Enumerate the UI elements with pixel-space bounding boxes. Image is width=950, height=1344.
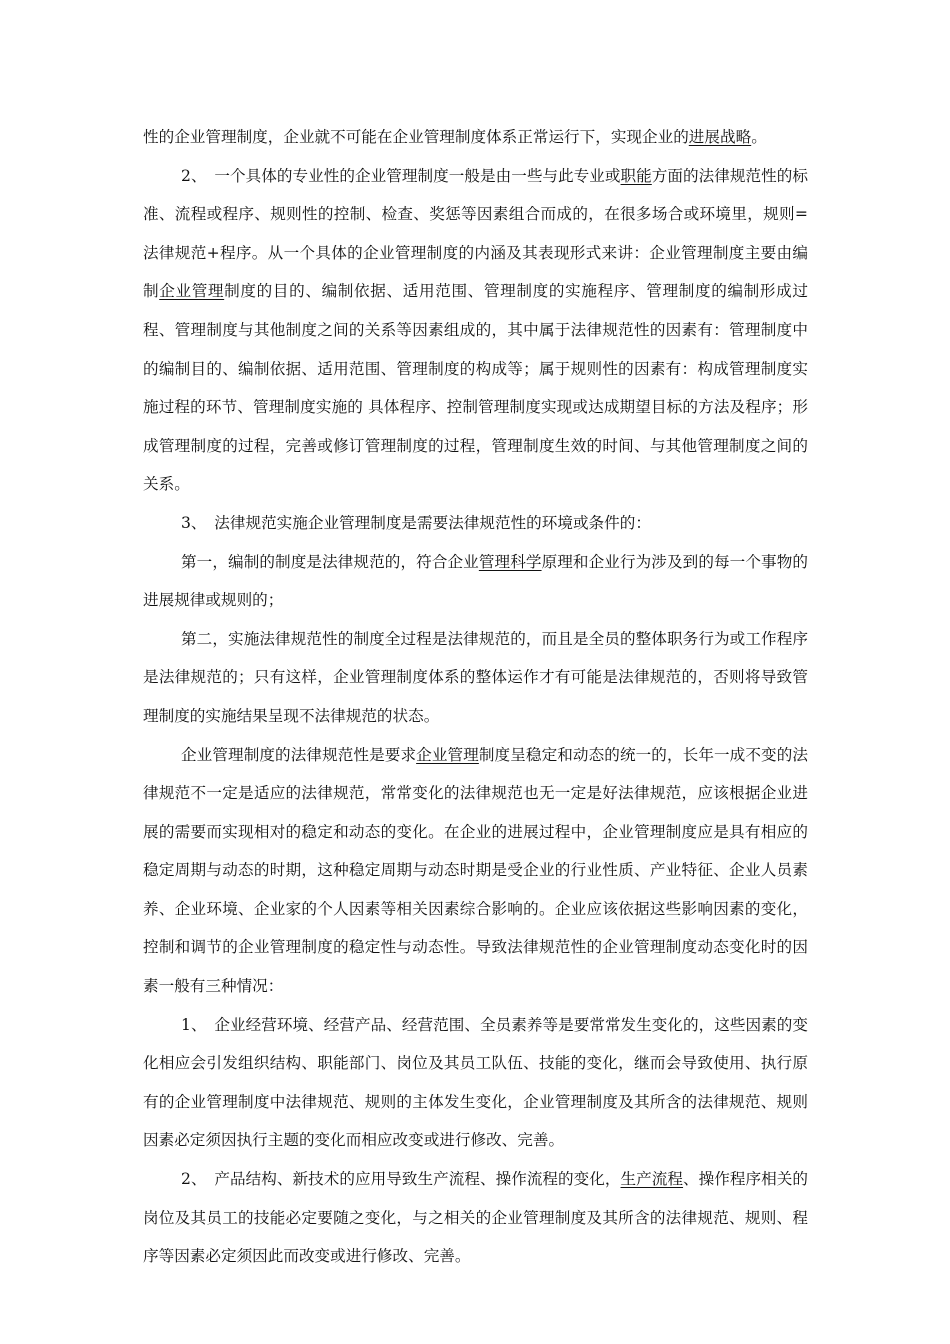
underlined-term: 企业管理 bbox=[159, 282, 225, 301]
paragraph bbox=[143, 157, 808, 504]
document-body bbox=[143, 118, 808, 1276]
paragraph-text: 。 bbox=[751, 128, 767, 146]
paragraph bbox=[143, 543, 808, 620]
paragraph-text: 原理和企业行为涉及到的每一个事物的进展规律或规则的； bbox=[143, 552, 808, 610]
paragraph bbox=[143, 1160, 808, 1276]
paragraph bbox=[143, 620, 808, 736]
paragraph bbox=[143, 1006, 808, 1160]
paragraph-text: 第一，编制的制度是法律规范的，符合企业 bbox=[181, 552, 479, 571]
paragraph-text: 、操作程序相关的岗位及其员工的技能必定要随之变化，与之相关的企业管理制度及其所含的法律规范、规则、程序等因素必定须因此而改变或进行修改、完善。 bbox=[143, 1170, 808, 1266]
paragraph-text: 3、 法律规范实施企业管理制度是需要法律规范性的环境或条件的： bbox=[181, 513, 651, 532]
paragraph-text: 1、 企业经营环境、经营产品、经营范围、全员素养等是要常常发生变化的，这些因素的变化相应会引发组织结构、职能部门、岗位及其员工队伍、技能的变化，继而会导致使用、执行原有的企业管理制度中法律规范、规则的主体发生变化，企业管理制度及其所含的法律规范、规则因素必定须因执行主题的变化而相应改变或进行修改、完善。 bbox=[143, 1015, 808, 1150]
paragraph-text: 方面的法律规范性的标准、流程或程序、规则性的控制、检查、奖惩等因素组合而成的，在很多场合或环境里，规则=法律规范+程序。从一个具体的企业管理制度的内涵及其表现形式来讲：企业管理制度主要由编制 bbox=[143, 166, 808, 301]
underlined-term: 生产流程 bbox=[620, 1170, 684, 1189]
paragraph bbox=[143, 736, 808, 1006]
paragraph-text: 第二，实施法律规范性的制度全过程是法律规范的，而且是全员的整体职务行为或工作程序是法律规范的；只有这样，企业管理制度体系的整体运作才有可能是法律规范的，否则将导致管理制度的实施结果呈现不法律规范的状态。 bbox=[143, 629, 808, 725]
paragraph-text: 制度呈稳定和动态的统一的，长年一成不变的法律规范不一定是适应的法律规范，常常变化的法律规范也无一定是好法律规范，应该根据企业进展的需要而实现相对的稳定和动态的变化。在企业的进展过程中，企业管理制度应是具有相应的稳定周期与动态的时期，这种稳定周期与动态时期是受企业的行业性质、产业特征、企业人员素养、企业环境、企业家的个人因素等相关因素综合影响的。企业应该依据这些影响因素的变化，控制和调节的企业管理制度的稳定性与动态性。导致法律规范性的企业管理制度动态变化时的因素一般有三种情况： bbox=[143, 745, 808, 996]
paragraph-text: 性的企业管理制度，企业就不可能在企业管理制度体系正常运行下，实现企业的 bbox=[143, 128, 689, 146]
paragraph-text: 制度的目的、编制依据、适用范围、管理制度的实施程序、管理制度的编制形成过程、管理制度与其他制度之间的关系等因素组成的，其中属于法律规范性的因素有：管理制度中的编制目的、编制依据、适用范围、管理制度的构成等；属于规则性的因素有：构成管理制度实施过程的环节、管理制度实施的 具体程序、控制管理制度实现或达成期望目标的方法及程序；形成管理制度的过程，完善或修订管理制度的过程，管理制度生效的时间、与其他管理制度之间的关系。 bbox=[143, 282, 808, 494]
underlined-term: 企业管理 bbox=[416, 745, 479, 764]
paragraph bbox=[143, 118, 808, 157]
underlined-term: 职能 bbox=[620, 166, 652, 185]
paragraph-text: 企业管理制度的法律规范性是要求 bbox=[181, 745, 417, 764]
underlined-term: 管理科学 bbox=[478, 552, 542, 571]
underlined-term: 进展战略 bbox=[688, 128, 752, 146]
paragraph-text: 2、 一个具体的专业性的企业管理制度一般是由一些与此专业或 bbox=[181, 166, 621, 185]
paragraph-text: 2、 产品结构、新技术的应用导致生产流程、操作流程的变化， bbox=[181, 1170, 621, 1189]
paragraph bbox=[143, 504, 808, 543]
